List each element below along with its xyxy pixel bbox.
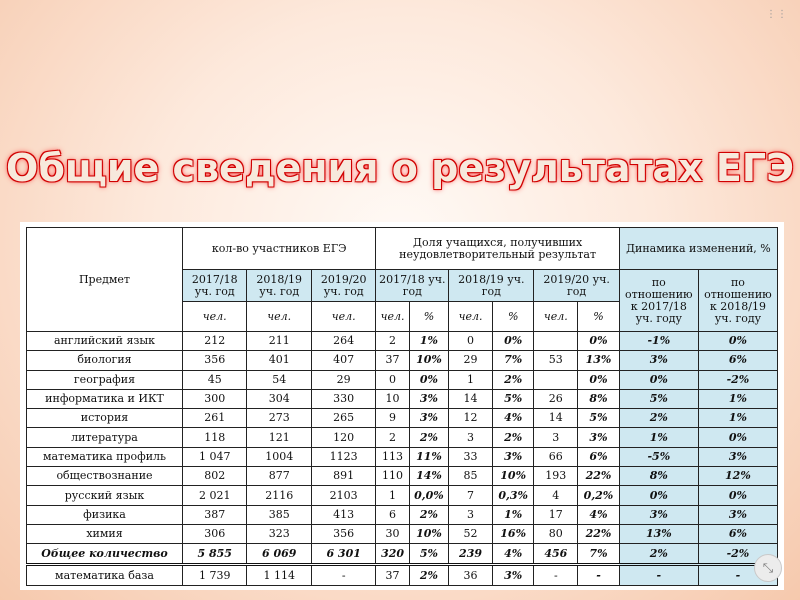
unit-header: чел.	[311, 302, 375, 332]
unsatisfactory-cell: 5%	[409, 544, 449, 565]
participants-cell: 401	[247, 351, 311, 370]
unsatisfactory-cell: 52	[449, 524, 493, 543]
dynamics-cell: 2%	[619, 544, 698, 565]
dynamics-cell: 1%	[698, 409, 777, 428]
unsatisfactory-cell: 110	[376, 467, 409, 486]
year-header: 2018/19 уч. год	[449, 270, 534, 302]
year-header: 2017/18 уч. год	[376, 270, 449, 302]
unsatisfactory-cell: 3%	[492, 565, 534, 586]
participants-cell: 304	[247, 389, 311, 408]
dynamics-cell: -2%	[698, 370, 777, 389]
unsatisfactory-cell: 456	[534, 544, 578, 565]
unsatisfactory-cell: 7%	[578, 544, 620, 565]
unsatisfactory-cell: 2	[376, 332, 409, 351]
unit-header: чел.	[183, 302, 247, 332]
unit-header: чел.	[247, 302, 311, 332]
dynamics-cell: 0%	[698, 428, 777, 447]
unsatisfactory-cell: 12	[449, 409, 493, 428]
unsatisfactory-cell: 14	[534, 409, 578, 428]
unsatisfactory-cell: 6	[376, 505, 409, 524]
dynamics-cell: 8%	[619, 467, 698, 486]
subject-cell: обществознание	[27, 467, 183, 486]
unsatisfactory-cell: 0	[376, 370, 409, 389]
participants-cell: 2 021	[183, 486, 247, 505]
dynamics-cell: 3%	[619, 351, 698, 370]
unsatisfactory-cell: 2%	[492, 428, 534, 447]
participants-cell: 211	[247, 332, 311, 351]
unsatisfactory-cell: 2%	[492, 370, 534, 389]
page-title: Общие сведения о результатах ЕГЭ	[6, 146, 794, 190]
table-row	[27, 332, 778, 351]
unsatisfactory-cell: 26	[534, 389, 578, 408]
participants-cell: 261	[183, 409, 247, 428]
unsatisfactory-cell: 17	[534, 505, 578, 524]
unsatisfactory-cell: 66	[534, 447, 578, 466]
participants-cell: 1123	[311, 447, 375, 466]
unsatisfactory-cell: 80	[534, 524, 578, 543]
table-row	[27, 428, 778, 447]
dynamics-cell: 6%	[698, 524, 777, 543]
participants-cell: 264	[311, 332, 375, 351]
unsatisfactory-cell: 14	[449, 389, 493, 408]
results-table-panel	[20, 222, 784, 590]
participants-cell: 387	[183, 505, 247, 524]
unsatisfactory-cell: 0%	[578, 332, 620, 351]
participants-cell: 120	[311, 428, 375, 447]
unsatisfactory-cell: 2	[376, 428, 409, 447]
unsatisfactory-cell: 22%	[578, 467, 620, 486]
subject-cell: английский язык	[27, 332, 183, 351]
participants-cell: 356	[311, 524, 375, 543]
unsatisfactory-cell: 3%	[409, 409, 449, 428]
unsatisfactory-cell: -	[534, 565, 578, 586]
participants-cell: 45	[183, 370, 247, 389]
participants-cell: 306	[183, 524, 247, 543]
unsatisfactory-cell: 4%	[492, 544, 534, 565]
table-row	[27, 565, 778, 586]
unsatisfactory-cell: 13%	[578, 351, 620, 370]
unit-header: %	[409, 302, 449, 332]
unsatisfactory-cell: 1	[376, 486, 409, 505]
table-row	[27, 351, 778, 370]
participants-cell: 2103	[311, 486, 375, 505]
unsatisfactory-cell: 1%	[409, 332, 449, 351]
unsatisfactory-cell: 9	[376, 409, 409, 428]
unsatisfactory-cell: 3	[449, 505, 493, 524]
unsatisfactory-cell: 4%	[578, 505, 620, 524]
unsatisfactory-cell: 0,2%	[578, 486, 620, 505]
table-row	[27, 544, 778, 565]
participants-cell: 1 047	[183, 447, 247, 466]
dynamics-cell: 5%	[619, 389, 698, 408]
table-row	[27, 409, 778, 428]
unsatisfactory-cell: 320	[376, 544, 409, 565]
dynamics-cell: -1%	[619, 332, 698, 351]
table-row	[27, 524, 778, 543]
participants-cell: 273	[247, 409, 311, 428]
unsatisfactory-cell: 5%	[578, 409, 620, 428]
unsatisfactory-cell: 22%	[578, 524, 620, 543]
unsatisfactory-cell: 5%	[492, 389, 534, 408]
unsatisfactory-cell: 0%	[492, 332, 534, 351]
year-header: 2018/19 уч. год	[247, 270, 311, 302]
participants-cell: 54	[247, 370, 311, 389]
subject-cell: история	[27, 409, 183, 428]
unit-header: %	[492, 302, 534, 332]
year-header: 2019/20 уч. год	[534, 270, 619, 302]
dynamics-header: по отношению к 2018/19 уч. году	[698, 270, 777, 332]
unit-header: %	[578, 302, 620, 332]
dynamics-cell: -5%	[619, 447, 698, 466]
dynamics-cell: -2%	[698, 544, 777, 565]
subject-cell: математика база	[27, 565, 183, 586]
unsatisfactory-cell: 3	[534, 428, 578, 447]
unsatisfactory-cell: 85	[449, 467, 493, 486]
dynamics-cell: 13%	[619, 524, 698, 543]
unsatisfactory-cell: 0,0%	[409, 486, 449, 505]
unsatisfactory-cell	[534, 332, 578, 351]
unsatisfactory-cell: 2%	[409, 565, 449, 586]
participants-cell: 413	[311, 505, 375, 524]
participants-cell: 2116	[247, 486, 311, 505]
dynamics-cell: 3%	[698, 447, 777, 466]
unsatisfactory-cell: 14%	[409, 467, 449, 486]
participants-cell: 802	[183, 467, 247, 486]
unit-header: чел.	[376, 302, 409, 332]
unsatisfactory-cell: 37	[376, 565, 409, 586]
unsatisfactory-cell: 2%	[409, 505, 449, 524]
dynamics-cell: 1%	[619, 428, 698, 447]
subject-cell: информатика и ИКТ	[27, 389, 183, 408]
unsatisfactory-cell: 3%	[492, 447, 534, 466]
subject-cell: математика профиль	[27, 447, 183, 466]
unsatisfactory-cell: 3	[449, 428, 493, 447]
subject-cell: география	[27, 370, 183, 389]
header-unsatisfactory: Доля учащихся, получивших неудовлетворительный результат	[376, 228, 619, 270]
participants-cell: 29	[311, 370, 375, 389]
unsatisfactory-cell: 8%	[578, 389, 620, 408]
year-header: 2017/18 уч. год	[183, 270, 247, 302]
unsatisfactory-cell: 1	[449, 370, 493, 389]
unsatisfactory-cell: 113	[376, 447, 409, 466]
participants-cell: -	[311, 565, 375, 586]
table-row	[27, 389, 778, 408]
unit-header: чел.	[534, 302, 578, 332]
subject-cell: биология	[27, 351, 183, 370]
participants-cell: 118	[183, 428, 247, 447]
unsatisfactory-cell: 10%	[492, 467, 534, 486]
table-row	[27, 467, 778, 486]
unsatisfactory-cell: 1%	[492, 505, 534, 524]
table-body	[27, 332, 778, 586]
year-header: 2019/20 уч. год	[311, 270, 375, 302]
participants-cell: 1004	[247, 447, 311, 466]
dynamics-cell: 12%	[698, 467, 777, 486]
dynamics-cell: -	[619, 565, 698, 586]
dynamics-cell: 2%	[619, 409, 698, 428]
zoom-out-icon[interactable]: ⤡	[754, 554, 782, 582]
dynamics-cell: 0%	[619, 370, 698, 389]
unsatisfactory-cell: 11%	[409, 447, 449, 466]
unsatisfactory-cell: 7	[449, 486, 493, 505]
participants-cell: 330	[311, 389, 375, 408]
subject-cell: химия	[27, 524, 183, 543]
table-row	[27, 486, 778, 505]
subject-cell: русский язык	[27, 486, 183, 505]
table-row	[27, 505, 778, 524]
dynamics-cell: 1%	[698, 389, 777, 408]
participants-cell: 891	[311, 467, 375, 486]
unsatisfactory-cell: -	[578, 565, 620, 586]
header-dynamics: Динамика изменений, %	[619, 228, 777, 270]
unsatisfactory-cell: 29	[449, 351, 493, 370]
unit-header: чел.	[449, 302, 493, 332]
participants-cell: 1 739	[183, 565, 247, 586]
dynamics-cell: 0%	[698, 332, 777, 351]
unsatisfactory-cell: 7%	[492, 351, 534, 370]
unsatisfactory-cell: 37	[376, 351, 409, 370]
participants-cell: 407	[311, 351, 375, 370]
unsatisfactory-cell: 239	[449, 544, 493, 565]
participants-cell: 300	[183, 389, 247, 408]
unsatisfactory-cell: 3%	[578, 428, 620, 447]
dynamics-cell: 3%	[619, 505, 698, 524]
unsatisfactory-cell: 33	[449, 447, 493, 466]
unsatisfactory-cell: 4	[534, 486, 578, 505]
unsatisfactory-cell: 2%	[409, 428, 449, 447]
unsatisfactory-cell: 30	[376, 524, 409, 543]
dynamics-cell: -	[698, 565, 777, 586]
header-participants: кол-во участников ЕГЭ	[183, 228, 376, 270]
participants-cell: 356	[183, 351, 247, 370]
subject-cell: физика	[27, 505, 183, 524]
unsatisfactory-cell: 193	[534, 467, 578, 486]
table-row	[27, 370, 778, 389]
unsatisfactory-cell: 0,3%	[492, 486, 534, 505]
dynamics-cell: 3%	[698, 505, 777, 524]
unsatisfactory-cell: 4%	[492, 409, 534, 428]
unsatisfactory-cell	[534, 370, 578, 389]
table-row	[27, 447, 778, 466]
subject-cell: Общее количество	[27, 544, 183, 565]
unsatisfactory-cell: 53	[534, 351, 578, 370]
participants-cell: 877	[247, 467, 311, 486]
unsatisfactory-cell: 0%	[578, 370, 620, 389]
unsatisfactory-cell: 10%	[409, 351, 449, 370]
participants-cell: 121	[247, 428, 311, 447]
participants-cell: 265	[311, 409, 375, 428]
unsatisfactory-cell: 10%	[409, 524, 449, 543]
header-subject: Предмет	[27, 228, 183, 332]
unsatisfactory-cell: 10	[376, 389, 409, 408]
unsatisfactory-cell: 3%	[409, 389, 449, 408]
unsatisfactory-cell: 6%	[578, 447, 620, 466]
corner-menu-icon: ⋮⋮	[766, 9, 788, 20]
unsatisfactory-cell: 0	[449, 332, 493, 351]
results-table	[26, 227, 778, 586]
dynamics-cell: 6%	[698, 351, 777, 370]
unsatisfactory-cell: 36	[449, 565, 493, 586]
dynamics-cell: 0%	[698, 486, 777, 505]
participants-cell: 6 301	[311, 544, 375, 565]
participants-cell: 385	[247, 505, 311, 524]
unsatisfactory-cell: 16%	[492, 524, 534, 543]
participants-cell: 323	[247, 524, 311, 543]
participants-cell: 6 069	[247, 544, 311, 565]
participants-cell: 1 114	[247, 565, 311, 586]
subject-cell: литература	[27, 428, 183, 447]
dynamics-header: по отношению к 2017/18 уч. году	[619, 270, 698, 332]
participants-cell: 5 855	[183, 544, 247, 565]
unsatisfactory-cell: 0%	[409, 370, 449, 389]
participants-cell: 212	[183, 332, 247, 351]
dynamics-cell: 0%	[619, 486, 698, 505]
